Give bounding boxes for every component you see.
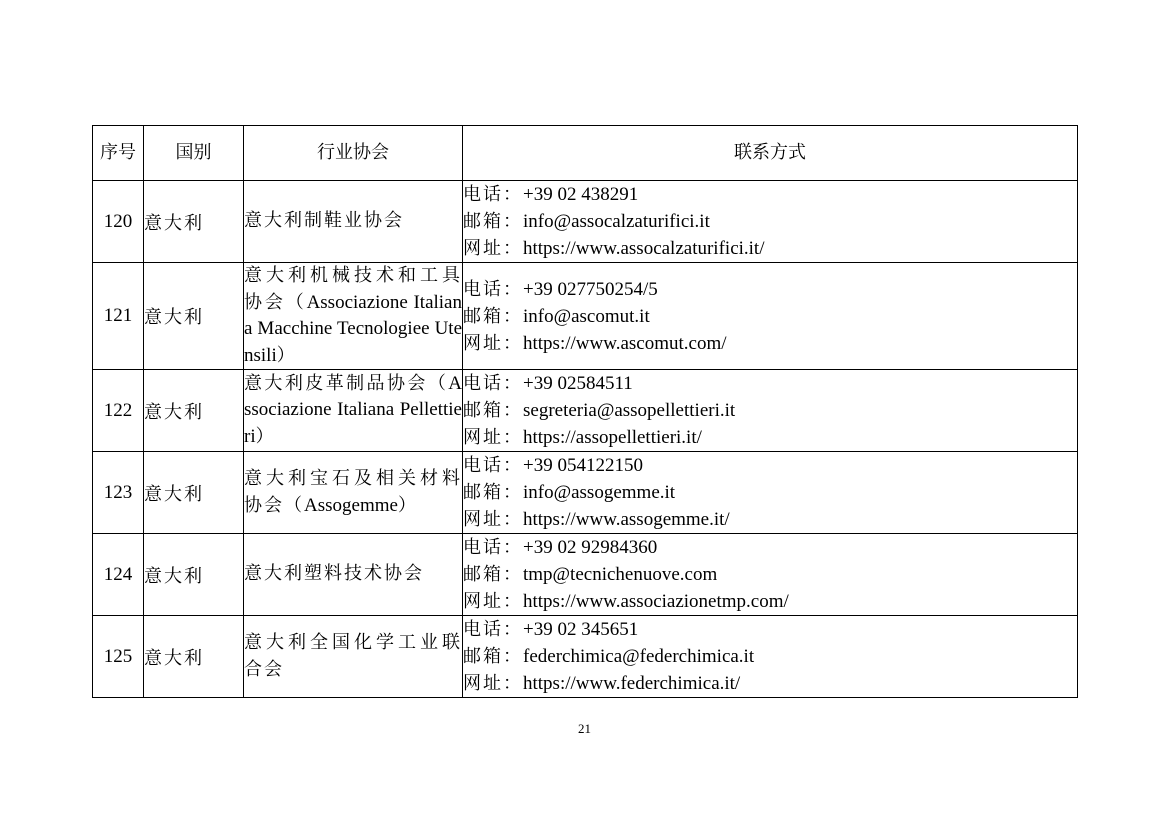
association-name-en: Associazione Italiana Pellettieri: [244, 372, 462, 447]
website-value: https://www.assogemme.it/: [523, 509, 730, 530]
website-value: https://assopellettieri.it/: [523, 427, 702, 448]
phone-label: 电话：: [463, 373, 523, 394]
email-value: segreteria@assopellettieri.it: [523, 400, 736, 421]
phone-line: [463, 370, 1077, 397]
row-number: 120: [93, 181, 144, 263]
phone-value: +39 02 345651: [523, 619, 639, 640]
website-value: https://www.federchimica.it/: [523, 673, 741, 694]
row-number: 121: [93, 263, 144, 370]
phone-line: [463, 452, 1077, 479]
association-name-en: Associazione Italiana Macchine Tecnologiee Utensili: [244, 291, 462, 366]
phone-label: 电话：: [463, 184, 523, 205]
phone-line: [463, 534, 1077, 561]
website-label: 网址：: [463, 427, 523, 448]
website-label: 网址：: [463, 673, 523, 694]
phone-label: 电话：: [463, 455, 523, 476]
email-label: 邮箱：: [463, 482, 523, 503]
association-name: [244, 370, 463, 452]
website-value: https://www.ascomut.com/: [523, 332, 727, 354]
contact-info: [463, 181, 1078, 263]
contact-info: [463, 534, 1078, 616]
phone-line: [463, 276, 1077, 303]
contact-info: [463, 263, 1078, 370]
email-label: 邮箱：: [463, 646, 523, 667]
phone-line: [463, 616, 1077, 643]
phone-value: +39 027750254/5: [523, 278, 658, 300]
row-number: 125: [93, 616, 144, 698]
email-line: [463, 397, 1077, 424]
phone-value: +39 02 438291: [523, 184, 639, 205]
email-line: [463, 643, 1077, 670]
phone-value: +39 054122150: [523, 455, 643, 476]
email-label: 邮箱：: [463, 211, 523, 232]
association-name: [244, 534, 463, 616]
row-number: 124: [93, 534, 144, 616]
association-name-zh: 意大利机械技术和工具协会（: [244, 265, 462, 313]
email-label: 邮箱：: [463, 564, 523, 585]
phone-value: +39 02584511: [523, 373, 633, 394]
country: 意大利: [144, 616, 244, 698]
phone-value: +39 02 92984360: [523, 537, 658, 558]
association-name-zh: 意大利制鞋业协会: [244, 210, 404, 232]
website-line: [463, 588, 1077, 615]
association-name-zh: 意大利全国化学工业联合会: [244, 632, 462, 680]
association-name-zh: 意大利塑料技术协会: [244, 563, 424, 585]
contact-info: [463, 370, 1078, 452]
email-line: [463, 561, 1077, 588]
website-label: 网址：: [463, 238, 523, 259]
email-value: federchimica@federchimica.it: [523, 646, 755, 667]
email-line: [463, 479, 1077, 506]
email-line: [463, 208, 1077, 235]
country: 意大利: [144, 370, 244, 452]
email-label: 邮箱：: [463, 400, 523, 421]
page-number: 21: [578, 721, 591, 736]
country: 意大利: [144, 452, 244, 534]
website-label: 网址：: [463, 332, 523, 354]
website-label: 网址：: [463, 591, 523, 612]
association-name: [244, 263, 463, 370]
phone-label: 电话：: [463, 619, 523, 640]
table-row: [93, 181, 1078, 263]
website-value: https://www.assocalzaturifici.it/: [523, 238, 765, 259]
phone-line: [463, 181, 1077, 208]
association-name: [244, 616, 463, 698]
email-value: info@assogemme.it: [523, 482, 676, 503]
email-value: info@assocalzaturifici.it: [523, 211, 710, 232]
email-label: 邮箱：: [463, 305, 523, 327]
table-header-row: [93, 126, 1078, 181]
phone-label: 电话：: [463, 278, 523, 300]
country: 意大利: [144, 534, 244, 616]
table-row: [93, 263, 1078, 370]
country: 意大利: [144, 181, 244, 263]
table-row: [93, 370, 1078, 452]
association-name-close: ）: [276, 344, 297, 366]
email-value: tmp@tecnichenuove.com: [523, 564, 718, 585]
header-association: 行业协会: [244, 126, 463, 181]
association-name-close: ）: [397, 494, 418, 516]
email-line: [463, 303, 1077, 330]
association-name-zh: 意大利宝石及相关材料协会（: [244, 468, 462, 516]
table-row: [93, 534, 1078, 616]
association-name: [244, 452, 463, 534]
row-number: 122: [93, 370, 144, 452]
header-country: 国别: [144, 126, 244, 181]
website-line: [463, 506, 1077, 533]
association-name: [244, 181, 463, 263]
association-table: [92, 125, 1078, 698]
website-line: [463, 330, 1077, 357]
table-row: [93, 616, 1078, 698]
association-name-zh: 意大利皮革制品协会（: [244, 372, 449, 394]
table-row: [93, 452, 1078, 534]
contact-info: [463, 616, 1078, 698]
website-label: 网址：: [463, 509, 523, 530]
association-name-close: ）: [255, 425, 276, 447]
phone-label: 电话：: [463, 537, 523, 558]
website-line: [463, 670, 1077, 697]
country: 意大利: [144, 263, 244, 370]
contact-info: [463, 452, 1078, 534]
website-line: [463, 424, 1077, 451]
row-number: 123: [93, 452, 144, 534]
header-contact: 联系方式: [463, 126, 1078, 181]
email-value: info@ascomut.it: [523, 305, 650, 327]
header-no: 序号: [93, 126, 144, 181]
association-name-en: Assogemme: [304, 494, 398, 516]
website-value: https://www.associazionetmp.com/: [523, 591, 789, 612]
website-line: [463, 235, 1077, 262]
